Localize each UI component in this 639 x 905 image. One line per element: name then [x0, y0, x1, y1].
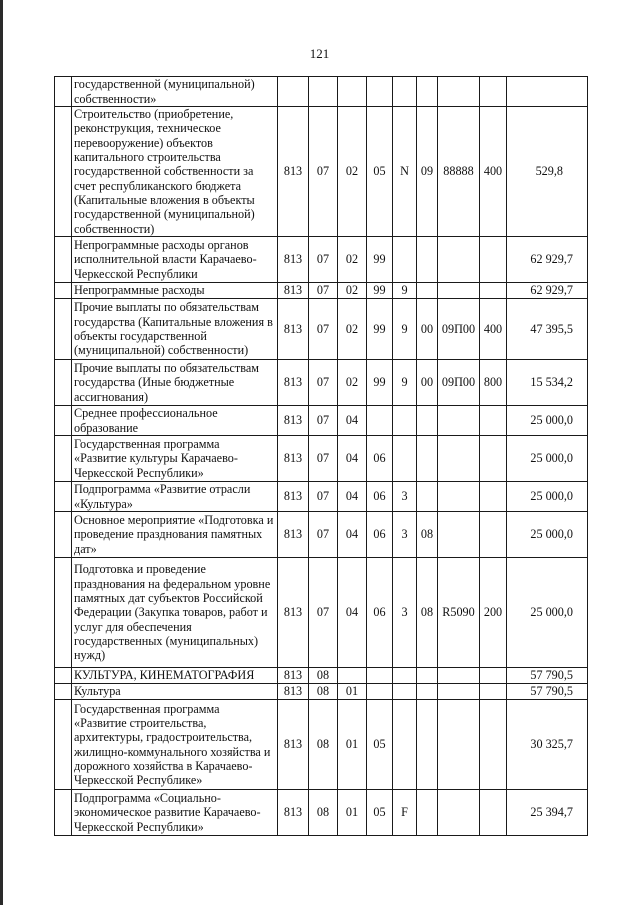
amount-value: 47 395,5 [507, 299, 588, 360]
vedomstvo-code: 813 [278, 512, 309, 558]
amount-value: 15 534,2 [507, 360, 588, 406]
target-direction-code [438, 790, 480, 836]
row-name: Государственная программа «Развитие культуры Карачаево-Черкесской Республики» [72, 436, 278, 482]
table-row [55, 299, 588, 360]
razdel-code: 07 [309, 482, 338, 512]
podrazdel-code [338, 668, 367, 684]
podrazdel-code: 04 [338, 558, 367, 668]
empty-margin-cell [55, 482, 72, 512]
target-program-code: 06 [367, 436, 393, 482]
razdel-code: 07 [309, 512, 338, 558]
target-direction-code [438, 237, 480, 283]
empty-margin-cell [55, 299, 72, 360]
target-program-code: 99 [367, 360, 393, 406]
target-direction-code: 09П00 [438, 360, 480, 406]
row-name: Прочие выплаты по обязательствам государства (Капитальные вложения в объекты государственной (муниципальной) собственности) [72, 299, 278, 360]
podrazdel-code: 01 [338, 790, 367, 836]
table-row [55, 700, 588, 790]
target-subprogram-code: F [393, 790, 417, 836]
target-program-code [367, 406, 393, 436]
target-direction-code: R5090 [438, 558, 480, 668]
podrazdel-code: 02 [338, 237, 367, 283]
empty-margin-cell [55, 406, 72, 436]
target-program-code: 99 [367, 299, 393, 360]
vedomstvo-code: 813 [278, 360, 309, 406]
target-program-code [367, 668, 393, 684]
table-row [55, 668, 588, 684]
vedomstvo-code: 813 [278, 299, 309, 360]
target-event-code [417, 283, 438, 299]
target-subprogram-code [393, 406, 417, 436]
table-row [55, 512, 588, 558]
target-event-code [417, 237, 438, 283]
vedomstvo-code: 813 [278, 107, 309, 237]
empty-margin-cell [55, 360, 72, 406]
podrazdel-code: 02 [338, 299, 367, 360]
target-subprogram-code: 3 [393, 482, 417, 512]
target-program-code: 06 [367, 512, 393, 558]
target-subprogram-code: 9 [393, 283, 417, 299]
expense-type-code [480, 77, 507, 107]
empty-margin-cell [55, 558, 72, 668]
target-program-code [367, 77, 393, 107]
amount-value: 57 790,5 [507, 684, 588, 700]
table-row [55, 436, 588, 482]
row-name: государственной (муниципальной) собственности» [72, 77, 278, 107]
row-name: Среднее профессиональное образование [72, 406, 278, 436]
row-name: Подпрограмма «Социально-экономическое развитие Карачаево-Черкесской Республики» [72, 790, 278, 836]
razdel-code [309, 77, 338, 107]
expense-type-code [480, 700, 507, 790]
empty-margin-cell [55, 436, 72, 482]
podrazdel-code: 04 [338, 406, 367, 436]
target-event-code [417, 700, 438, 790]
target-event-code [417, 77, 438, 107]
empty-margin-cell [55, 684, 72, 700]
target-direction-code [438, 700, 480, 790]
podrazdel-code: 02 [338, 107, 367, 237]
row-name: Подготовка и проведение празднования на федеральном уровне памятных дат субъектов Российской Федерации (Закупка товаров, работ и услуг для обеспечения государственных (муниципальных) нужд) [72, 558, 278, 668]
row-name: КУЛЬТУРА, КИНЕМАТОГРАФИЯ [72, 668, 278, 684]
target-subprogram-code [393, 700, 417, 790]
empty-margin-cell [55, 700, 72, 790]
empty-margin-cell [55, 512, 72, 558]
target-subprogram-code [393, 77, 417, 107]
razdel-code: 07 [309, 558, 338, 668]
row-name: Прочие выплаты по обязательствам государства (Иные бюджетные ассигнования) [72, 360, 278, 406]
amount-value [507, 77, 588, 107]
target-event-code [417, 436, 438, 482]
target-program-code: 06 [367, 558, 393, 668]
row-name: Основное мероприятие «Подготовка и проведение празднования памятных дат» [72, 512, 278, 558]
razdel-code: 08 [309, 790, 338, 836]
vedomstvo-code: 813 [278, 558, 309, 668]
row-name: Подпрограмма «Развитие отрасли «Культура» [72, 482, 278, 512]
target-direction-code [438, 406, 480, 436]
target-subprogram-code: 3 [393, 512, 417, 558]
target-subprogram-code [393, 237, 417, 283]
target-event-code [417, 406, 438, 436]
empty-margin-cell [55, 107, 72, 237]
target-program-code: 05 [367, 790, 393, 836]
target-direction-code [438, 512, 480, 558]
razdel-code: 08 [309, 668, 338, 684]
row-name: Государственная программа «Развитие строительства, архитектуры, градостроительства, жилищно-коммунального хозяйства и дорожного хозяйства в Карачаево-Черкесской Республике» [72, 700, 278, 790]
target-program-code: 99 [367, 283, 393, 299]
target-event-code: 08 [417, 512, 438, 558]
podrazdel-code: 04 [338, 512, 367, 558]
razdel-code: 07 [309, 436, 338, 482]
target-event-code: 09 [417, 107, 438, 237]
empty-margin-cell [55, 668, 72, 684]
razdel-code: 07 [309, 299, 338, 360]
razdel-code: 08 [309, 684, 338, 700]
table-row [55, 406, 588, 436]
expense-type-code [480, 283, 507, 299]
expense-type-code [480, 482, 507, 512]
razdel-code: 07 [309, 360, 338, 406]
expense-type-code [480, 406, 507, 436]
vedomstvo-code: 813 [278, 790, 309, 836]
empty-margin-cell [55, 790, 72, 836]
expense-type-code: 400 [480, 299, 507, 360]
target-direction-code: 09П00 [438, 299, 480, 360]
target-subprogram-code: N [393, 107, 417, 237]
target-program-code: 06 [367, 482, 393, 512]
target-event-code: 00 [417, 299, 438, 360]
empty-margin-cell [55, 77, 72, 107]
target-event-code [417, 482, 438, 512]
target-subprogram-code: 9 [393, 299, 417, 360]
amount-value: 25 000,0 [507, 436, 588, 482]
target-program-code: 05 [367, 700, 393, 790]
empty-margin-cell [55, 237, 72, 283]
target-direction-code [438, 436, 480, 482]
page-number: 121 [309, 46, 330, 61]
target-event-code: 00 [417, 360, 438, 406]
scan-left-edge [0, 0, 3, 905]
amount-value: 57 790,5 [507, 668, 588, 684]
amount-value: 62 929,7 [507, 237, 588, 283]
target-subprogram-code: 3 [393, 558, 417, 668]
table-row [55, 283, 588, 299]
expense-type-code: 400 [480, 107, 507, 237]
razdel-code: 07 [309, 237, 338, 283]
target-direction-code [438, 283, 480, 299]
target-program-code [367, 684, 393, 700]
razdel-code: 07 [309, 107, 338, 237]
row-name: Непрограммные расходы органов исполнительной власти Карачаево-Черкесской Республики [72, 237, 278, 283]
razdel-code: 07 [309, 283, 338, 299]
table-row [55, 77, 588, 107]
podrazdel-code: 04 [338, 436, 367, 482]
podrazdel-code: 04 [338, 482, 367, 512]
vedomstvo-code: 813 [278, 406, 309, 436]
vedomstvo-code: 813 [278, 684, 309, 700]
target-direction-code [438, 684, 480, 700]
target-subprogram-code [393, 668, 417, 684]
vedomstvo-code: 813 [278, 283, 309, 299]
target-event-code [417, 790, 438, 836]
row-name: Непрограммные расходы [72, 283, 278, 299]
target-subprogram-code [393, 684, 417, 700]
target-subprogram-code [393, 436, 417, 482]
amount-value: 529,8 [507, 107, 588, 237]
target-event-code [417, 684, 438, 700]
row-name: Строительство (приобретение, реконструкция, техническое перевооружение) объектов капитального строительства государственной собственности за счет республиканского бюджета (Капитальные вложения в объекты государственной (муниципальной) собственности) [72, 107, 278, 237]
vedomstvo-code: 813 [278, 482, 309, 512]
podrazdel-code: 02 [338, 283, 367, 299]
expense-type-code [480, 237, 507, 283]
expense-type-code [480, 512, 507, 558]
podrazdel-code: 01 [338, 684, 367, 700]
podrazdel-code [338, 77, 367, 107]
table-row [55, 237, 588, 283]
table-row [55, 684, 588, 700]
expense-type-code [480, 436, 507, 482]
target-direction-code [438, 77, 480, 107]
target-direction-code [438, 482, 480, 512]
expense-type-code: 200 [480, 558, 507, 668]
amount-value: 25 000,0 [507, 406, 588, 436]
table-row [55, 790, 588, 836]
razdel-code: 07 [309, 406, 338, 436]
empty-margin-cell [55, 283, 72, 299]
target-program-code: 99 [367, 237, 393, 283]
table-row [55, 558, 588, 668]
expense-type-code [480, 790, 507, 836]
amount-value: 25 000,0 [507, 558, 588, 668]
target-direction-code [438, 668, 480, 684]
target-direction-code: 88888 [438, 107, 480, 237]
razdel-code: 08 [309, 700, 338, 790]
budget-table [54, 76, 588, 836]
amount-value: 25 000,0 [507, 512, 588, 558]
vedomstvo-code: 813 [278, 668, 309, 684]
target-event-code [417, 668, 438, 684]
vedomstvo-code: 813 [278, 237, 309, 283]
target-program-code: 05 [367, 107, 393, 237]
amount-value: 25 394,7 [507, 790, 588, 836]
table-row [55, 482, 588, 512]
amount-value: 30 325,7 [507, 700, 588, 790]
vedomstvo-code: 813 [278, 700, 309, 790]
expense-type-code [480, 668, 507, 684]
vedomstvo-code: 813 [278, 436, 309, 482]
expense-type-code [480, 684, 507, 700]
table-row [55, 107, 588, 237]
expense-type-code: 800 [480, 360, 507, 406]
vedomstvo-code [278, 77, 309, 107]
target-subprogram-code: 9 [393, 360, 417, 406]
podrazdel-code: 01 [338, 700, 367, 790]
amount-value: 25 000,0 [507, 482, 588, 512]
amount-value: 62 929,7 [507, 283, 588, 299]
target-event-code: 08 [417, 558, 438, 668]
podrazdel-code: 02 [338, 360, 367, 406]
row-name: Культура [72, 684, 278, 700]
table-row [55, 360, 588, 406]
